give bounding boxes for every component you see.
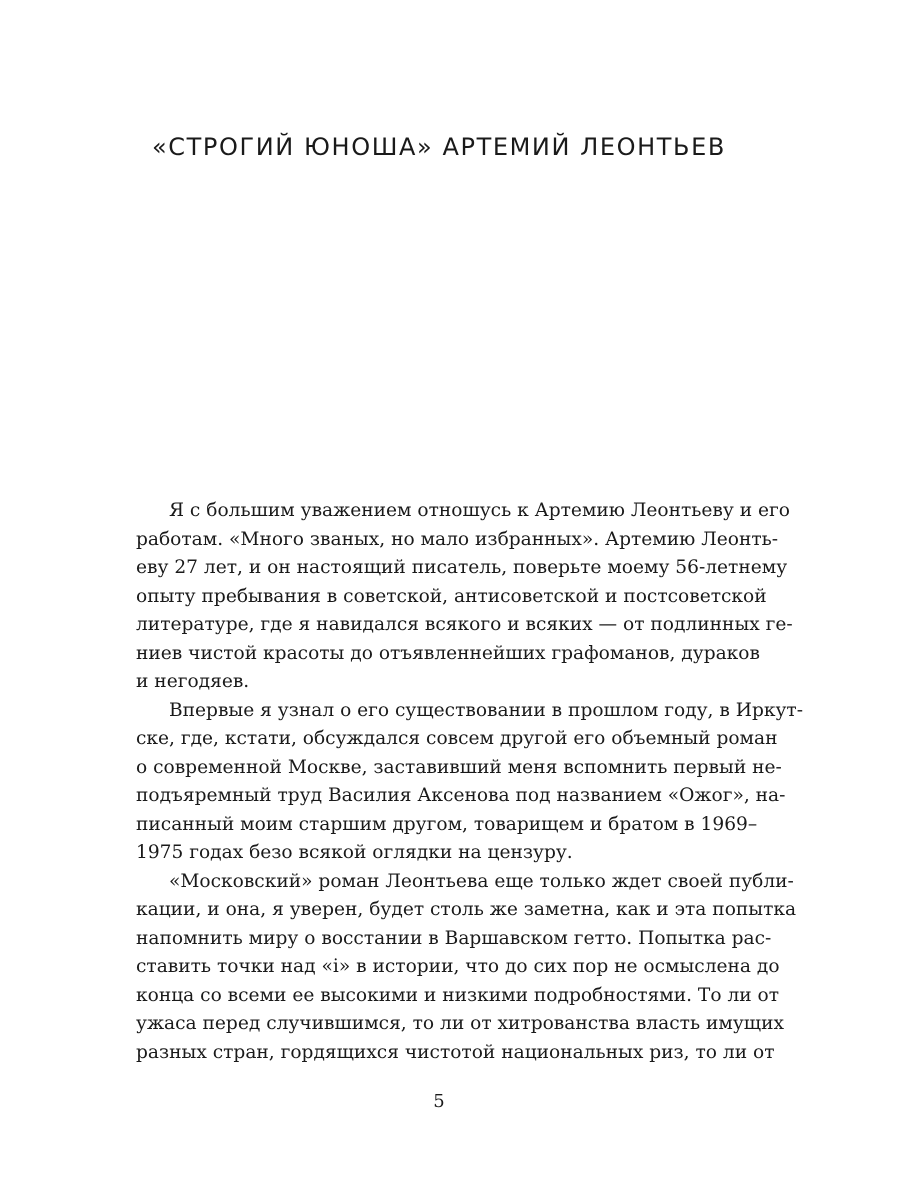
text-line: кации, и она, я уверен, будет столь же заметна, как и эта попытка (136, 899, 797, 920)
page-number: 5 (433, 1091, 445, 1112)
text-line: разных стран, гордящихся чистотой национальных риз, то ли от (136, 1041, 775, 1063)
text-line: опыту пребывания в советской, антисоветской и постсоветской (136, 585, 767, 607)
text-line: литературе, где я навидался всякого и всяких — от подлинных ге- (136, 614, 793, 635)
text-line: Впервые я узнал о его существовании в прошлом году, в Иркут- (169, 699, 803, 721)
text-line: и негодяев. (136, 671, 250, 692)
text-line: ниев чистой красоты до отъявленнейших графоманов, дураков (136, 642, 760, 664)
text-line: ставить точки над «i» в истории, что до сих пор не осмыслена до (136, 956, 780, 977)
text-line: еву 27 лет, и он настоящий писатель, поверьте моему 56-летнему (136, 557, 788, 578)
body-text (136, 497, 803, 1067)
text-line: «Московский» роман Леонтьева еще только ждет своей публи- (169, 870, 794, 892)
text-line: конца со всеми ее высокими и низкими подробностями. То ли от (136, 984, 780, 1006)
text-line: писанный моим старшим другом, товарищем и братом в 1969– (136, 813, 758, 835)
text-line: напомнить миру о восстании в Варшавском гетто. Попытка рас- (136, 927, 772, 949)
text-line: о современной Москве, заставивший меня вспомнить первый не- (136, 756, 782, 778)
text-line: Я с большим уважением отношусь к Артемию Леонтьеву и его (169, 500, 790, 521)
text-line: подъяремный труд Василия Аксенова под названием «Ожог», на- (136, 785, 786, 806)
text-line: ужаса перед случившимся, то ли от хитрованства власть имущих (136, 1013, 784, 1034)
text-line: работам. «Много званых, но мало избранных». Артемию Леонть- (136, 528, 779, 550)
text-line: 1975 годах безо всякой оглядки на цензуру. (136, 842, 573, 863)
chapter-title: «СТРОГИЙ ЮНОША» АРТЕМИЙ ЛЕОНТЬЕВ (152, 133, 726, 161)
text-line: ске, где, кстати, обсуждался совсем другой его объемный роман (136, 728, 778, 749)
